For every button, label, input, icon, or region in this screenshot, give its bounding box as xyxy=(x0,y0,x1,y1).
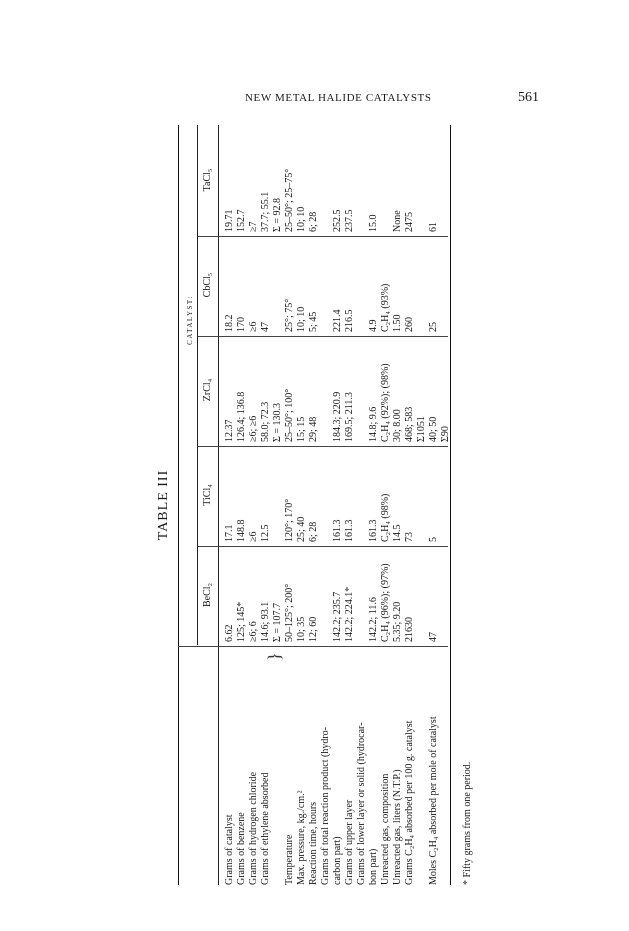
table-cell: 47 xyxy=(260,322,271,332)
table-cell: ≥6; 6 xyxy=(248,621,259,642)
table-cell: 260 xyxy=(404,317,415,332)
table-cell: 1.50 xyxy=(392,314,403,332)
table-cell: 221.4 xyxy=(332,309,343,332)
table-cell: 58.0; 72.3 xyxy=(260,401,271,442)
table-cell: C₂H₄ (96%); (97%) xyxy=(380,563,391,642)
table-cell: 142.2; 224.1* xyxy=(344,586,355,642)
row-label: Grams of lower layer or solid (hydrocar- xyxy=(356,722,367,885)
header-bottom-rule xyxy=(218,125,219,885)
table-cell: 25°; 75° xyxy=(284,298,295,332)
table-cell: 161.3 xyxy=(332,519,343,542)
table-cell: 37.7; 55.1 xyxy=(260,191,271,232)
table-cell: Σ90 xyxy=(440,426,451,442)
table-cell: 120°; 170° xyxy=(284,498,295,542)
table-cell: 12.37 xyxy=(224,419,235,442)
table-cell: 152.7 xyxy=(236,209,247,232)
table-cell: 25 xyxy=(428,322,439,332)
column-header-ticl4: TiCl₄ xyxy=(202,484,213,506)
table-row xyxy=(392,125,404,885)
table-cell: 126.4; 136.8 xyxy=(236,391,247,442)
table-cell: 6.62 xyxy=(224,624,235,642)
table-cell: 30; 8.00 xyxy=(392,409,403,442)
table-row xyxy=(428,125,440,885)
table-cell: 12.5 xyxy=(260,524,271,542)
table-row xyxy=(404,125,416,885)
table-cell: 10; 35 xyxy=(296,616,307,642)
table-cell: 14.6; 93.1 xyxy=(260,601,271,642)
table-cell: ≥6; ≥6 xyxy=(248,415,259,442)
table-cell: 10; 10 xyxy=(296,206,307,232)
table-cell: None xyxy=(392,210,403,232)
row-label: Max. pressure, kg./cm.² xyxy=(296,790,307,885)
table-cell: 5.35; 9.20 xyxy=(392,601,403,642)
row-label: Grams of catalyst xyxy=(224,814,235,885)
table-cell: 184.3; 220.9 xyxy=(332,391,343,442)
table-cell: Σ = 92.8 xyxy=(272,198,283,232)
table-cell: 6; 28 xyxy=(308,521,319,542)
table-cell: ≥7 xyxy=(248,221,259,232)
table-footnote: * Fifty grams from one period. xyxy=(462,761,473,885)
row-label: Temperature xyxy=(284,834,295,885)
table-cell: 25; 40 xyxy=(296,516,307,542)
table-cell: 142.2; 11.6 xyxy=(368,597,379,642)
row-label: Unreacted gas, liters (N.T.P.) xyxy=(392,769,403,885)
rotated-table xyxy=(150,125,480,885)
running-title: NEW METAL HALIDE CATALYSTS xyxy=(245,92,432,104)
table-cell: 10; 10 xyxy=(296,306,307,332)
table-cell: C₂H₄ (98%) xyxy=(380,493,391,542)
catalyst-rule xyxy=(197,125,198,645)
table-cell: 125; 145* xyxy=(236,601,247,642)
table-cell: 6; 28 xyxy=(308,211,319,232)
catalyst-label: CATALYST: xyxy=(186,295,194,345)
table-cell: 468; 583 xyxy=(404,406,415,442)
table-row xyxy=(368,125,380,885)
table-cell: ≥6 xyxy=(248,531,259,542)
row-label: carbon part) xyxy=(332,836,343,885)
page-header xyxy=(0,92,629,112)
table-title: TABLE III xyxy=(156,469,171,541)
row-label: Grams C₂H₄ absorbed per 100 g. catalyst xyxy=(404,720,415,885)
table-row xyxy=(356,125,368,885)
table-cell: 4.9 xyxy=(368,319,379,332)
table-cell: 15; 15 xyxy=(296,416,307,442)
table-bottom-rule xyxy=(450,125,451,885)
row-label: Unreacted gas, composition xyxy=(380,773,391,885)
table-top-rule xyxy=(178,125,179,885)
table-cell: 12; 60 xyxy=(308,616,319,642)
column-header-zrcl4: ZrCl₄ xyxy=(202,378,213,402)
table-row xyxy=(236,125,248,885)
table-cell: Σ1051 xyxy=(416,416,427,442)
column-header-tacl5: TaCl₅ xyxy=(202,168,213,192)
table-cell: 40; 50 xyxy=(428,416,439,442)
table-cell: C₂H₄ (92%); (98%) xyxy=(380,363,391,442)
ethylene-brace: } xyxy=(264,652,284,661)
table-row xyxy=(260,125,272,885)
table-cell: 2475 xyxy=(404,212,415,232)
table-cell: 25–50°; 100° xyxy=(284,388,295,442)
table-row xyxy=(284,125,296,885)
table-cell: 29; 48 xyxy=(308,416,319,442)
row-label: bon part) xyxy=(368,848,379,885)
row-label: Grams of benzene xyxy=(236,812,247,885)
table-cell: 169.5; 211.3 xyxy=(344,392,355,442)
table-cell: 161.3 xyxy=(368,519,379,542)
table-row xyxy=(332,125,344,885)
row-label: Grams of upper layer xyxy=(344,799,355,885)
table-row xyxy=(320,125,332,885)
row-label: Grams of total reaction product (hydro- xyxy=(320,726,331,885)
table-row xyxy=(272,125,284,885)
row-label: Grams of hydrogen chloride xyxy=(248,771,259,885)
table-cell: 17.1 xyxy=(224,524,235,542)
row-label: Grams of ethylene absorbed xyxy=(260,772,271,885)
table-row xyxy=(248,125,260,885)
table-cell: 5; 45 xyxy=(308,311,319,332)
table-cell: Σ = 107.7 xyxy=(272,603,283,642)
table-cell: 170 xyxy=(236,317,247,332)
table-cell: 21630 xyxy=(404,617,415,642)
table-cell: 14.8; 9.6 xyxy=(368,406,379,442)
table-cell: 237.5 xyxy=(344,209,355,232)
table-cell: 216.5 xyxy=(344,309,355,332)
table-row xyxy=(380,125,392,885)
table-cell: 19.71 xyxy=(224,209,235,232)
table-cell: 73 xyxy=(404,532,415,542)
table-cell: 14.5 xyxy=(392,524,403,542)
table-cell: 50–125°; 200° xyxy=(284,583,295,642)
table-cell: 61 xyxy=(428,222,439,232)
table-cell: 18.2 xyxy=(224,314,235,332)
table-row xyxy=(416,125,428,885)
table-cell: 47 xyxy=(428,632,439,642)
column-header-cbcl5: CbCl₅ xyxy=(202,272,213,298)
table-row xyxy=(296,125,308,885)
table-cell: Σ = 130.3 xyxy=(272,403,283,442)
table-cell: 25–50°; 25–75° xyxy=(284,168,295,232)
table-cell: 142.2; 235.7 xyxy=(332,591,343,642)
table-cell: ≥6 xyxy=(248,321,259,332)
table-cell: C₂H₄ (93%) xyxy=(380,283,391,332)
table-cell: 15.0 xyxy=(368,214,379,232)
table-cell: 5 xyxy=(428,537,439,542)
column-header-becl2: BeCl₂ xyxy=(202,582,213,608)
row-label: Moles C₂H₄ absorbed per mole of catalyst xyxy=(428,716,439,885)
table-row xyxy=(224,125,236,885)
table-row xyxy=(308,125,320,885)
page-number: 561 xyxy=(518,90,539,105)
row-label: Reaction time, hours xyxy=(308,801,319,885)
table-row xyxy=(344,125,356,885)
table-cell: 161.3 xyxy=(344,519,355,542)
table-cell: 148.8 xyxy=(236,519,247,542)
table-cell: 252.5 xyxy=(332,209,343,232)
